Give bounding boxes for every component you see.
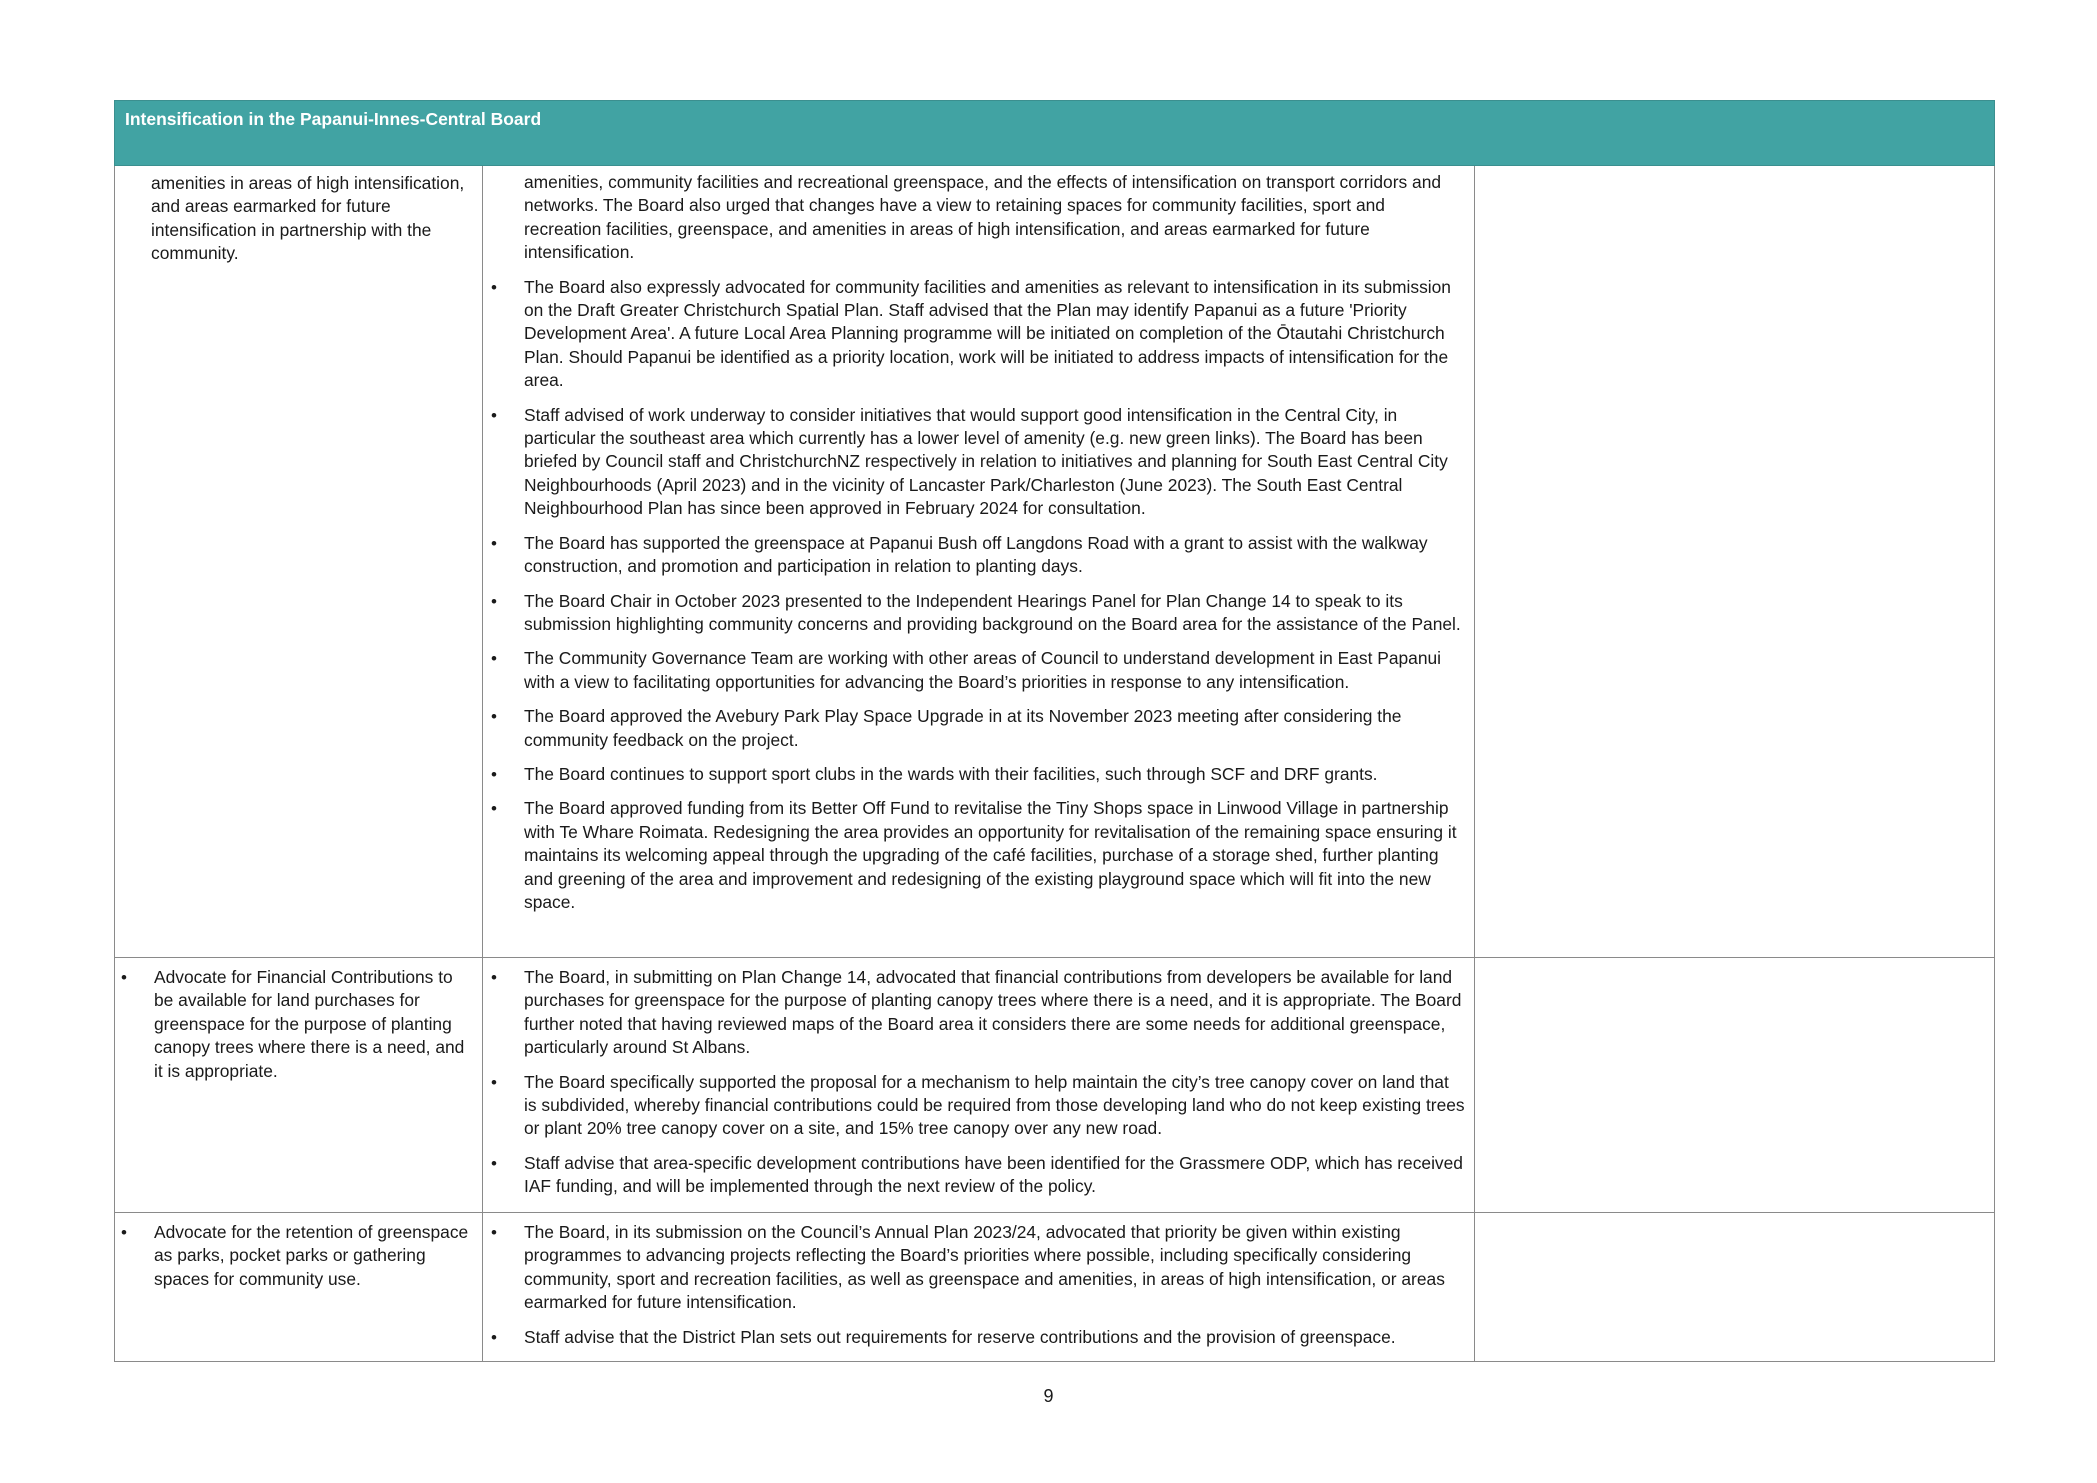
progress-item: • The Board specifically supported the proposal for a mechanism to help maintain the city’s tree canopy cover on land that is subdivided, whereby financial contributions could be required from those developing land who do not keep existing trees or plant 20% tree canopy cover on a site, and 15% tree canopy over any new road. <box>483 1071 1466 1141</box>
progress-item: • The Board continues to support sport clubs in the wards with their facilities, such through SCF and DRF grants. <box>483 763 1466 786</box>
table-row <box>115 166 1995 958</box>
objective-cell <box>115 1213 483 1362</box>
table-header: Intensification in the Papanui-Innes-Central Board <box>115 101 1995 166</box>
progress-item: • The Board has supported the greenspace at Papanui Bush off Langdons Road with a grant to assist with the walkway construction, and promotion and participation in relation to planting days. <box>483 532 1466 579</box>
progress-item: • The Community Governance Team are working with other areas of Council to understand development in East Papanui with a view to facilitating opportunities for advancing the Board’s priorities in response to any intensification. <box>483 647 1466 694</box>
progress-cell <box>483 1213 1475 1362</box>
progress-item: • The Board, in its submission on the Council’s Annual Plan 2023/24, advocated that priority be given within existing programmes to advancing projects reflecting the Board’s priorities where possible, including specifically considering community, sport and recreation facilities, as well as greenspace and amenities, in areas of high intensification, or areas earmarked for future intensification. <box>483 1221 1466 1315</box>
progress-cell <box>483 166 1475 958</box>
table-row <box>115 1213 1995 1362</box>
objective-cell <box>115 166 483 958</box>
intensification-table <box>114 100 1995 1362</box>
progress-cell <box>483 958 1475 1213</box>
progress-continued: amenities, community facilities and recreational greenspace, and the effects of intensification on transport corridors and networks. The Board also urged that changes have a view to retaining spaces for community facilities, sport and recreation facilities, greenspace, and amenities in areas of high intensification, and areas earmarked for future intensification. <box>524 172 1442 263</box>
objective-item: • Advocate for Financial Contributions to be available for land purchases for greenspace for the purpose of planting canopy trees where there is a need, and it is appropriate. <box>115 966 474 1083</box>
progress-item: • The Board, in submitting on Plan Change 14, advocated that financial contributions from developers be available for land purchases for greenspace for the purpose of planting canopy trees where there is a need, and it is appropriate. The Board further noted that having reviewed maps of the Board area it considers there are some needs for additional greenspace, particularly around St Albans. <box>483 966 1466 1060</box>
progress-item: • The Board also expressly advocated for community facilities and amenities as relevant to intensification in its submission on the Draft Greater Christchurch Spatial Plan. Staff advised that the Plan may identify Papanui as a future 'Priority Development Area'. A future Local Area Planning programme will be initiated on completion of the Ōtautahi Christchurch Plan. Should Papanui be identified as a priority location, work will be initiated to address impacts of intensification for the area. <box>483 276 1466 393</box>
objective-continued: amenities in areas of high intensification, and areas earmarked for future intensification in partnership with the community. <box>151 173 465 264</box>
progress-item: • Staff advise that the District Plan sets out requirements for reserve contributions and the provision of greenspace. <box>483 1326 1466 1349</box>
objective-cell <box>115 958 483 1213</box>
progress-item: • Staff advise that area-specific development contributions have been identified for the Grassmere ODP, which has received IAF funding, and will be implemented through the next review of the policy. <box>483 1152 1466 1199</box>
comments-cell <box>1475 166 1995 958</box>
comments-cell <box>1475 958 1995 1213</box>
objective-item: • Advocate for the retention of greenspace as parks, pocket parks or gathering spaces for community use. <box>115 1221 474 1291</box>
page-number: 9 <box>1043 1386 1054 1406</box>
progress-item: • Staff advised of work underway to consider initiatives that would support good intensification in the Central City, in particular the southeast area which currently has a lower level of amenity (e.g. new green links). The Board has been briefed by Council staff and ChristchurchNZ respectively in relation to initiatives and planning for South East Central City Neighbourhoods (April 2023) and in the vicinity of Lancaster Park/Charleston (June 2023). The South East Central Neighbourhood Plan has since been approved in February 2024 for consultation. <box>483 404 1466 521</box>
table-row <box>115 958 1995 1213</box>
progress-item: • The Board approved funding from its Better Off Fund to revitalise the Tiny Shops space in Linwood Village in partnership with Te Whare Roimata. Redesigning the area provides an opportunity for revitalisation of the remaining space ensuring it maintains its welcoming appeal through the upgrading of the café facilities, purchase of a storage shed, further planting and greening of the area and improvement and redesigning of the existing playground space which will fit into the new space. <box>483 797 1466 914</box>
comments-cell <box>1475 1213 1995 1362</box>
progress-item: • The Board approved the Avebury Park Play Space Upgrade in at its November 2023 meeting after considering the community feedback on the project. <box>483 705 1466 752</box>
progress-item: • The Board Chair in October 2023 presented to the Independent Hearings Panel for Plan Change 14 to speak to its submission highlighting community concerns and providing background on the Board area for the assistance of the Panel. <box>483 590 1466 637</box>
